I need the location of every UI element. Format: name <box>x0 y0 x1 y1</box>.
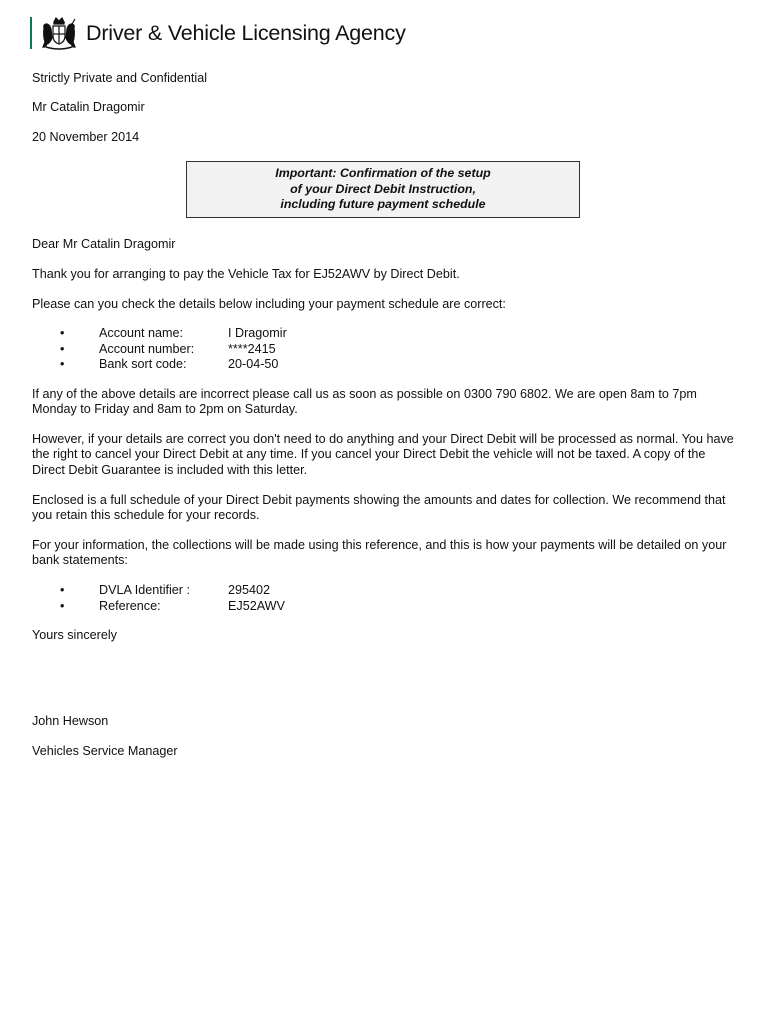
royal-crest-icon <box>40 16 78 50</box>
bullet: • <box>60 357 65 371</box>
detail-value: 20-04-50 <box>228 357 279 371</box>
schedule-paragraph: Enclosed is a full schedule of your Direct Debit payments showing the amounts and dates for collection. We recommend that you retain this schedule for your records. <box>32 493 726 523</box>
closing: Yours sincerely <box>32 628 117 642</box>
notice-line: Important: Confirmation of the setup <box>275 166 491 181</box>
signatory-name: John Hewson <box>32 714 109 728</box>
classification-line: Strictly Private and Confidential <box>32 71 207 85</box>
reference-intro-paragraph: For your information, the collections will be made using this reference, and this is how your payments will be detailed on your bank statements: <box>32 538 727 568</box>
check-request-paragraph: Please can you check the details below including your payment schedule are correct: <box>32 297 506 311</box>
bullet: • <box>60 341 65 356</box>
signatory-title: Vehicles Service Manager <box>32 744 178 758</box>
bullet: • <box>60 326 65 340</box>
notice-line: including future payment schedule <box>280 197 486 212</box>
detail-value: ****2415 <box>228 341 276 356</box>
bullet: • <box>60 583 65 597</box>
detail-value: I Dragomir <box>228 326 287 340</box>
detail-label: DVLA Identifier : <box>99 583 191 597</box>
correct-details-paragraph: However, if your details are correct you don't need to do anything and your Direct Debit will be processed as normal. You have the right to cancel your Direct Debit at any time. If you cancel your Direct Debit the vehicle will not be taxed. A copy of the Direct Debit Guarantee is included with this letter. <box>32 432 734 477</box>
detail-value: 295402 <box>228 583 271 597</box>
letter-date: 20 November 2014 <box>32 130 140 144</box>
notice-line: of your Direct Debit Instruction, <box>290 181 476 196</box>
agency-name: Driver & Vehicle Licensing Agency <box>86 20 406 45</box>
detail-label: Bank sort code: <box>99 357 187 371</box>
recipient-name: Mr Catalin Dragomir <box>32 100 145 114</box>
detail-value: EJ52AWV <box>228 598 285 613</box>
important-notice-box <box>186 161 580 218</box>
detail-label: Account number: <box>99 341 195 356</box>
bullet: • <box>60 598 65 613</box>
salutation: Dear Mr Catalin Dragomir <box>32 237 176 251</box>
incorrect-details-paragraph: If any of the above details are incorrect please call us as soon as possible on 0300 790 6802. We are open 8am to 7pm Monday to Friday and 8am to 2pm on Saturday. <box>32 387 697 417</box>
detail-label: Reference: <box>99 598 161 613</box>
letterhead <box>30 17 406 49</box>
detail-label: Account name: <box>99 326 184 340</box>
intro-paragraph: Thank you for arranging to pay the Vehicle Tax for EJ52AWV by Direct Debit. <box>32 267 460 281</box>
letterhead-rule <box>30 17 32 49</box>
